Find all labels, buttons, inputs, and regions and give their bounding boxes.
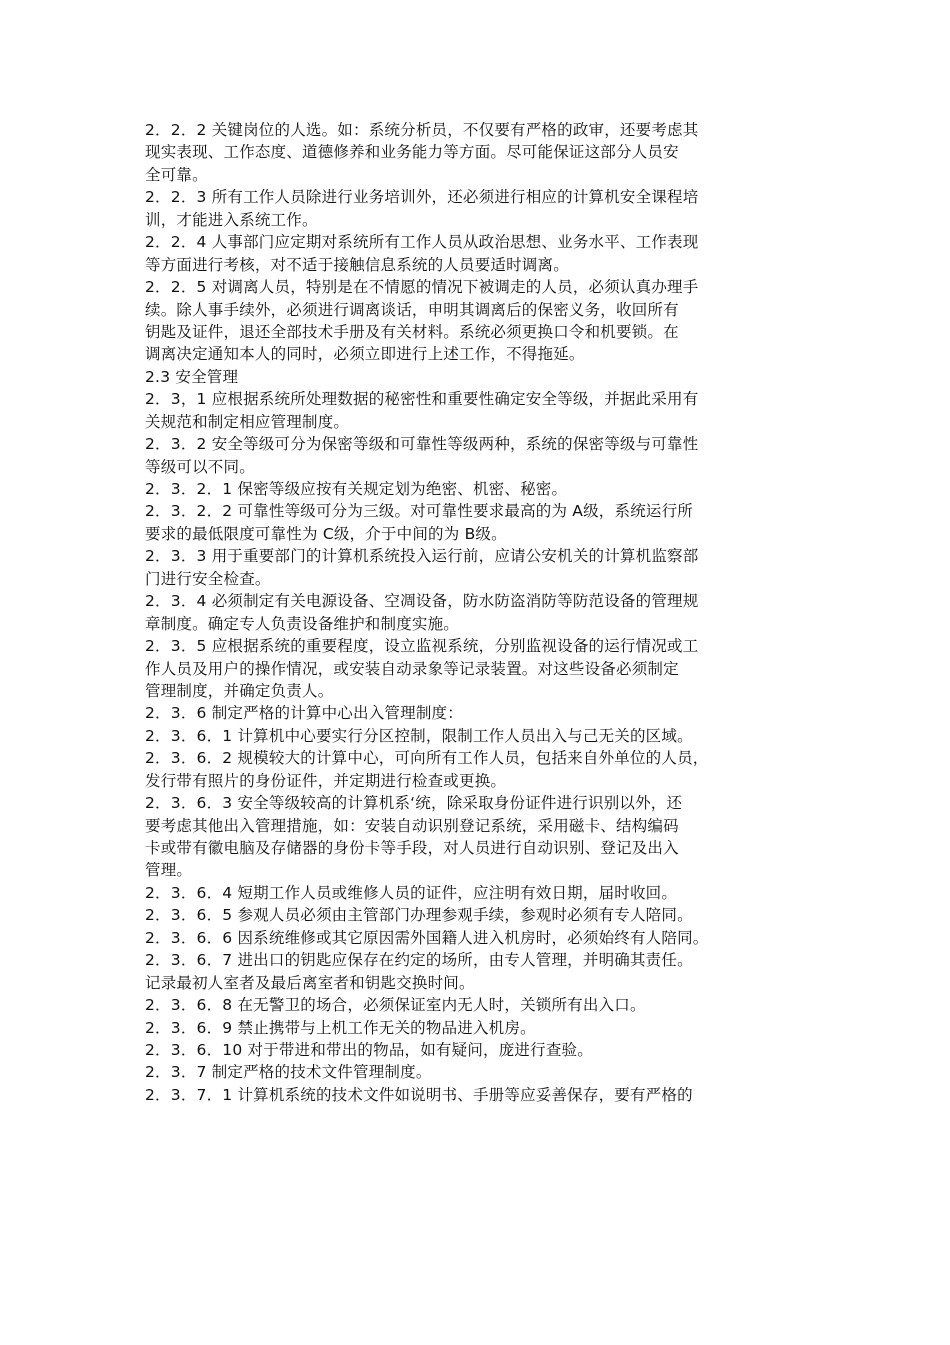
text-line: 2．3．4 必须制定有关电源设备、空凋设备，防水防盗消防等防范设备的管理规 bbox=[145, 592, 699, 611]
text-line: 门进行安全检查。 bbox=[145, 569, 271, 588]
text-line: 等方面进行考核，对不适于接触信息系统的人员要适时调离。 bbox=[145, 255, 569, 274]
text-line: 2．3．7 制定严格的技术文件管理制度。 bbox=[145, 1063, 432, 1082]
text-line: 发行带有照片的身份证件，并定期进行检查或更换。 bbox=[145, 771, 507, 790]
text-line: 2．3．6．7 进出口的钥匙应保存在约定的场所，由专人管理，并明确其责任。 bbox=[145, 951, 693, 970]
document-body bbox=[145, 119, 805, 1106]
text-line: 2．2．2 关键岗位的人选。如：系统分析员，不仅要有严格的政审，还要考虑其 bbox=[145, 121, 699, 139]
text-line: 2．3．5 应根据系统的重要程度，设立监视系统，分别监视设备的运行情况或工 bbox=[145, 637, 699, 656]
text-line: 2．3．2．2 可靠性等级可分为三级。对可靠性要求最高的为 A级，系统运行所 bbox=[145, 502, 694, 521]
text-line: 2．2．5 对调离人员，特别是在不情愿的情况下被调走的人员，必须认真办理手 bbox=[145, 278, 699, 297]
text-line: 等级可以不同。 bbox=[145, 457, 255, 476]
text-line: 2．2．3 所有工作人员除进行业务培训外，还必须进行相应的计算机安全课程培 bbox=[145, 188, 699, 207]
text-line: 作人员及用户的操作情况，或安装自动录象等记录装置。对这些设备必须制定 bbox=[145, 659, 679, 678]
text-line: 2．3．7．1 计算机系统的技术文件如说明书、手册等应妥善保存，要有严格的 bbox=[145, 1085, 693, 1104]
text-line: 2．3．2 安全等级可分为保密等级和可靠性等级两种，系统的保密等级与可靠性 bbox=[145, 435, 699, 454]
text-line: 2．3．6．5 参观人员必须由主管部门办理参观手续，参观时必须有专人陪同。 bbox=[145, 906, 693, 925]
text-line: 要考虑其他出入管理措施，如：安装自动识别登记系统，采用磁卡、结构编码 bbox=[145, 816, 679, 835]
text-line: 2．3．6．8 在无警卫的场合，必须保证室内无人时，关锁所有出入口。 bbox=[145, 996, 646, 1015]
section-heading: 2.3 安全管理 bbox=[145, 367, 239, 386]
text-line: 2．3．6．3 安全等级较高的计算机系‘统，除采取身份证件进行识别以外，还 bbox=[145, 794, 683, 813]
text-line: 关规范和制定相应管理制度。 bbox=[145, 412, 350, 431]
text-line: 卡或带有徽电脑及存储器的身份卡等手段，对人员进行自动识别、登记及出入 bbox=[145, 839, 679, 857]
text-line: 2．3．6．1 计算机中心要实行分区控制，限制工作人员出入与己无关的区域。 bbox=[145, 726, 693, 745]
text-line: 管理。 bbox=[145, 861, 193, 880]
text-line: 2．3，1 应根据系统所处理数据的秘密性和重要性确定安全等级，并据此采用有 bbox=[145, 390, 699, 409]
text-line: 调离决定通知本人的同时，必须立即进行上述工作，不得拖延。 bbox=[145, 345, 585, 364]
text-line: 2．3．3 用于重要部门的计算机系统投入运行前，应请公安机关的计算机监察部 bbox=[145, 547, 699, 566]
text-line: 2．3．6．6 因系统维修或其它原因需外国籍人进入机房时，必须始终有人陪同。 bbox=[145, 928, 709, 947]
text-line: 记录最初人室者及最后离室者和钥匙交换时间。 bbox=[145, 973, 475, 992]
text-line: 要求的最低限度可靠性为 C级，介于中间的为 B级。 bbox=[145, 524, 507, 543]
text-line: 2．2．4 人事部门应定期对系统所有工作人员从政治思想、业务水平、工作表现 bbox=[145, 233, 699, 252]
text-line: 全可靠。 bbox=[145, 165, 208, 184]
text-line: 2．3．6．4 短期工作人员或维修人员的证件，应注明有效日期，届时收回。 bbox=[145, 883, 678, 902]
text-line: 训，才能进入系统工作。 bbox=[145, 210, 318, 229]
text-line: 钥匙及证件，退还全部技术手册及有关材料。系统必须更换口令和机要锁。在 bbox=[145, 322, 679, 341]
text-line: 2．3．2．1 保密等级应按有关规定划为绝密、机密、秘密。 bbox=[145, 480, 568, 498]
text-line: 2．3．6．10 对于带进和带出的物品，如有疑问，庞进行查验。 bbox=[145, 1040, 593, 1059]
text-line: 2．3．6 制定严格的计算中心出入管理制度： bbox=[145, 704, 463, 723]
text-line: 2．3．6．2 规模较大的计算中心，可向所有工作人员，包括来自外单位的人员， bbox=[145, 749, 709, 768]
text-line: 管理制度，并确定负责人。 bbox=[145, 681, 334, 700]
text-line: 章制度。确定专人负责设备维护和制度实施。 bbox=[145, 614, 460, 633]
text-line: 2．3．6．9 禁止携带与上机工作无关的物品进入机房。 bbox=[145, 1018, 536, 1037]
text-line: 续。除人事手续外，必须进行调离谈话，申明其调离后的保密义务，收回所有 bbox=[145, 300, 679, 319]
text-line: 现实表现、工作态度、道德修养和业务能力等方面。尽可能保证这部分人员安 bbox=[145, 143, 679, 162]
